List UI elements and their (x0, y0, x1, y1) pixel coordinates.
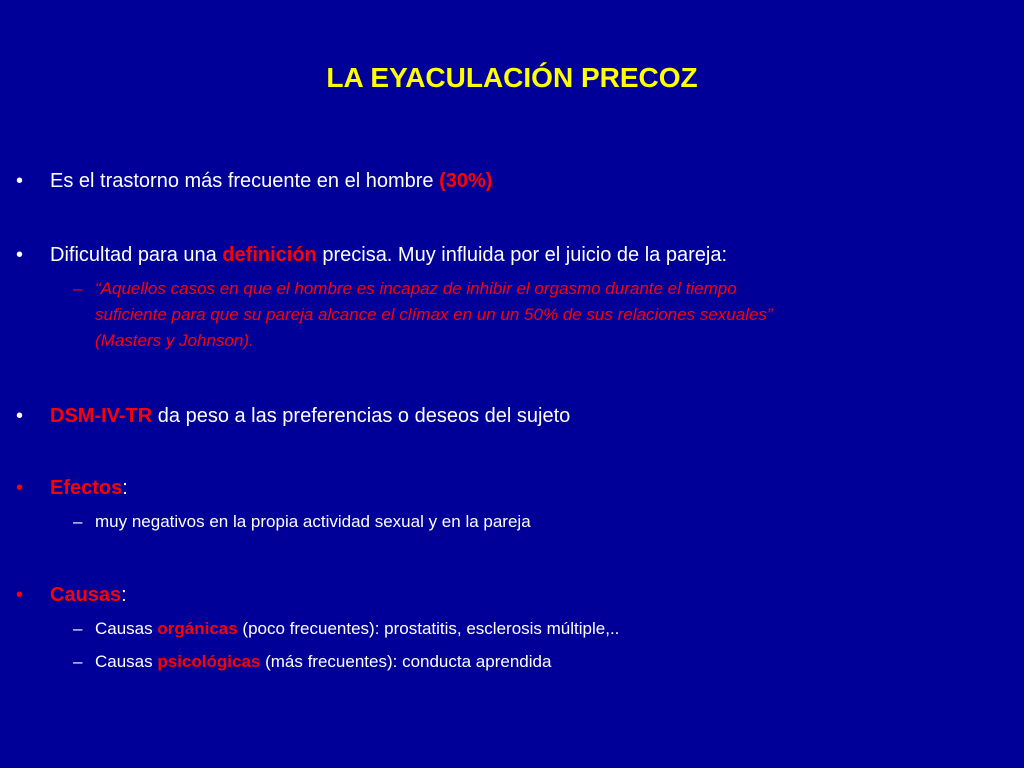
bullet-text: Es el trastorno más frecuente en el hombre (50, 170, 440, 192)
sub-item-text: Causas (95, 652, 158, 671)
sub-item-text-tail: (más frecuentes): conducta aprendida (260, 652, 552, 671)
bullet-text-tail: precisa. Muy influida por el juicio de la pareja: (316, 244, 727, 266)
bullet-marker: • (16, 244, 24, 266)
quote-source: (Masters y Johnson). (95, 331, 254, 350)
bullet-highlight: (30%) (439, 170, 493, 192)
sub-item-text: muy negativos en la propia actividad sexual y en la pareja (95, 512, 531, 531)
bullet-marker: • (16, 405, 24, 427)
bullet-marker: • (16, 584, 24, 606)
sub-item-text-tail: (poco frecuentes): prostatitis, esclerosis múltiple,.. (237, 619, 620, 638)
slide-title: LA EYACULACIÓN PRECOZ (326, 62, 698, 93)
sub-item-text: Causas (95, 619, 158, 638)
sub-item-highlight: orgánicas (157, 619, 238, 638)
bullet-highlight: DSM-IV-TR (50, 405, 153, 427)
bullet-highlight: Efectos (50, 477, 123, 499)
bullet-marker: • (16, 170, 24, 192)
dash-marker: – (73, 512, 83, 531)
quote-text (95, 276, 773, 354)
bullet-text-tail: : (121, 584, 127, 606)
bullet-text-tail: : (122, 477, 128, 499)
bullet-highlight: definición (222, 244, 317, 266)
bullet-highlight: Causas (50, 584, 122, 606)
bullet-marker: • (16, 477, 24, 499)
bullet-text: Dificultad para una (50, 244, 223, 266)
dash-marker: – (73, 279, 83, 298)
dash-marker: – (73, 652, 83, 671)
quote-line: “Aquellos casos en que el hombre es incapaz de inhibir el orgasmo durante el tiempo (95, 279, 737, 298)
sub-item-highlight: psicológicas (157, 652, 261, 671)
quote-line: suficiente para que su pareja alcance el clímax en un un 50% de sus relaciones sexuales” (95, 305, 773, 324)
bullet-text-tail: da peso a las preferencias o deseos del sujeto (152, 405, 571, 427)
dash-marker: – (73, 619, 83, 638)
